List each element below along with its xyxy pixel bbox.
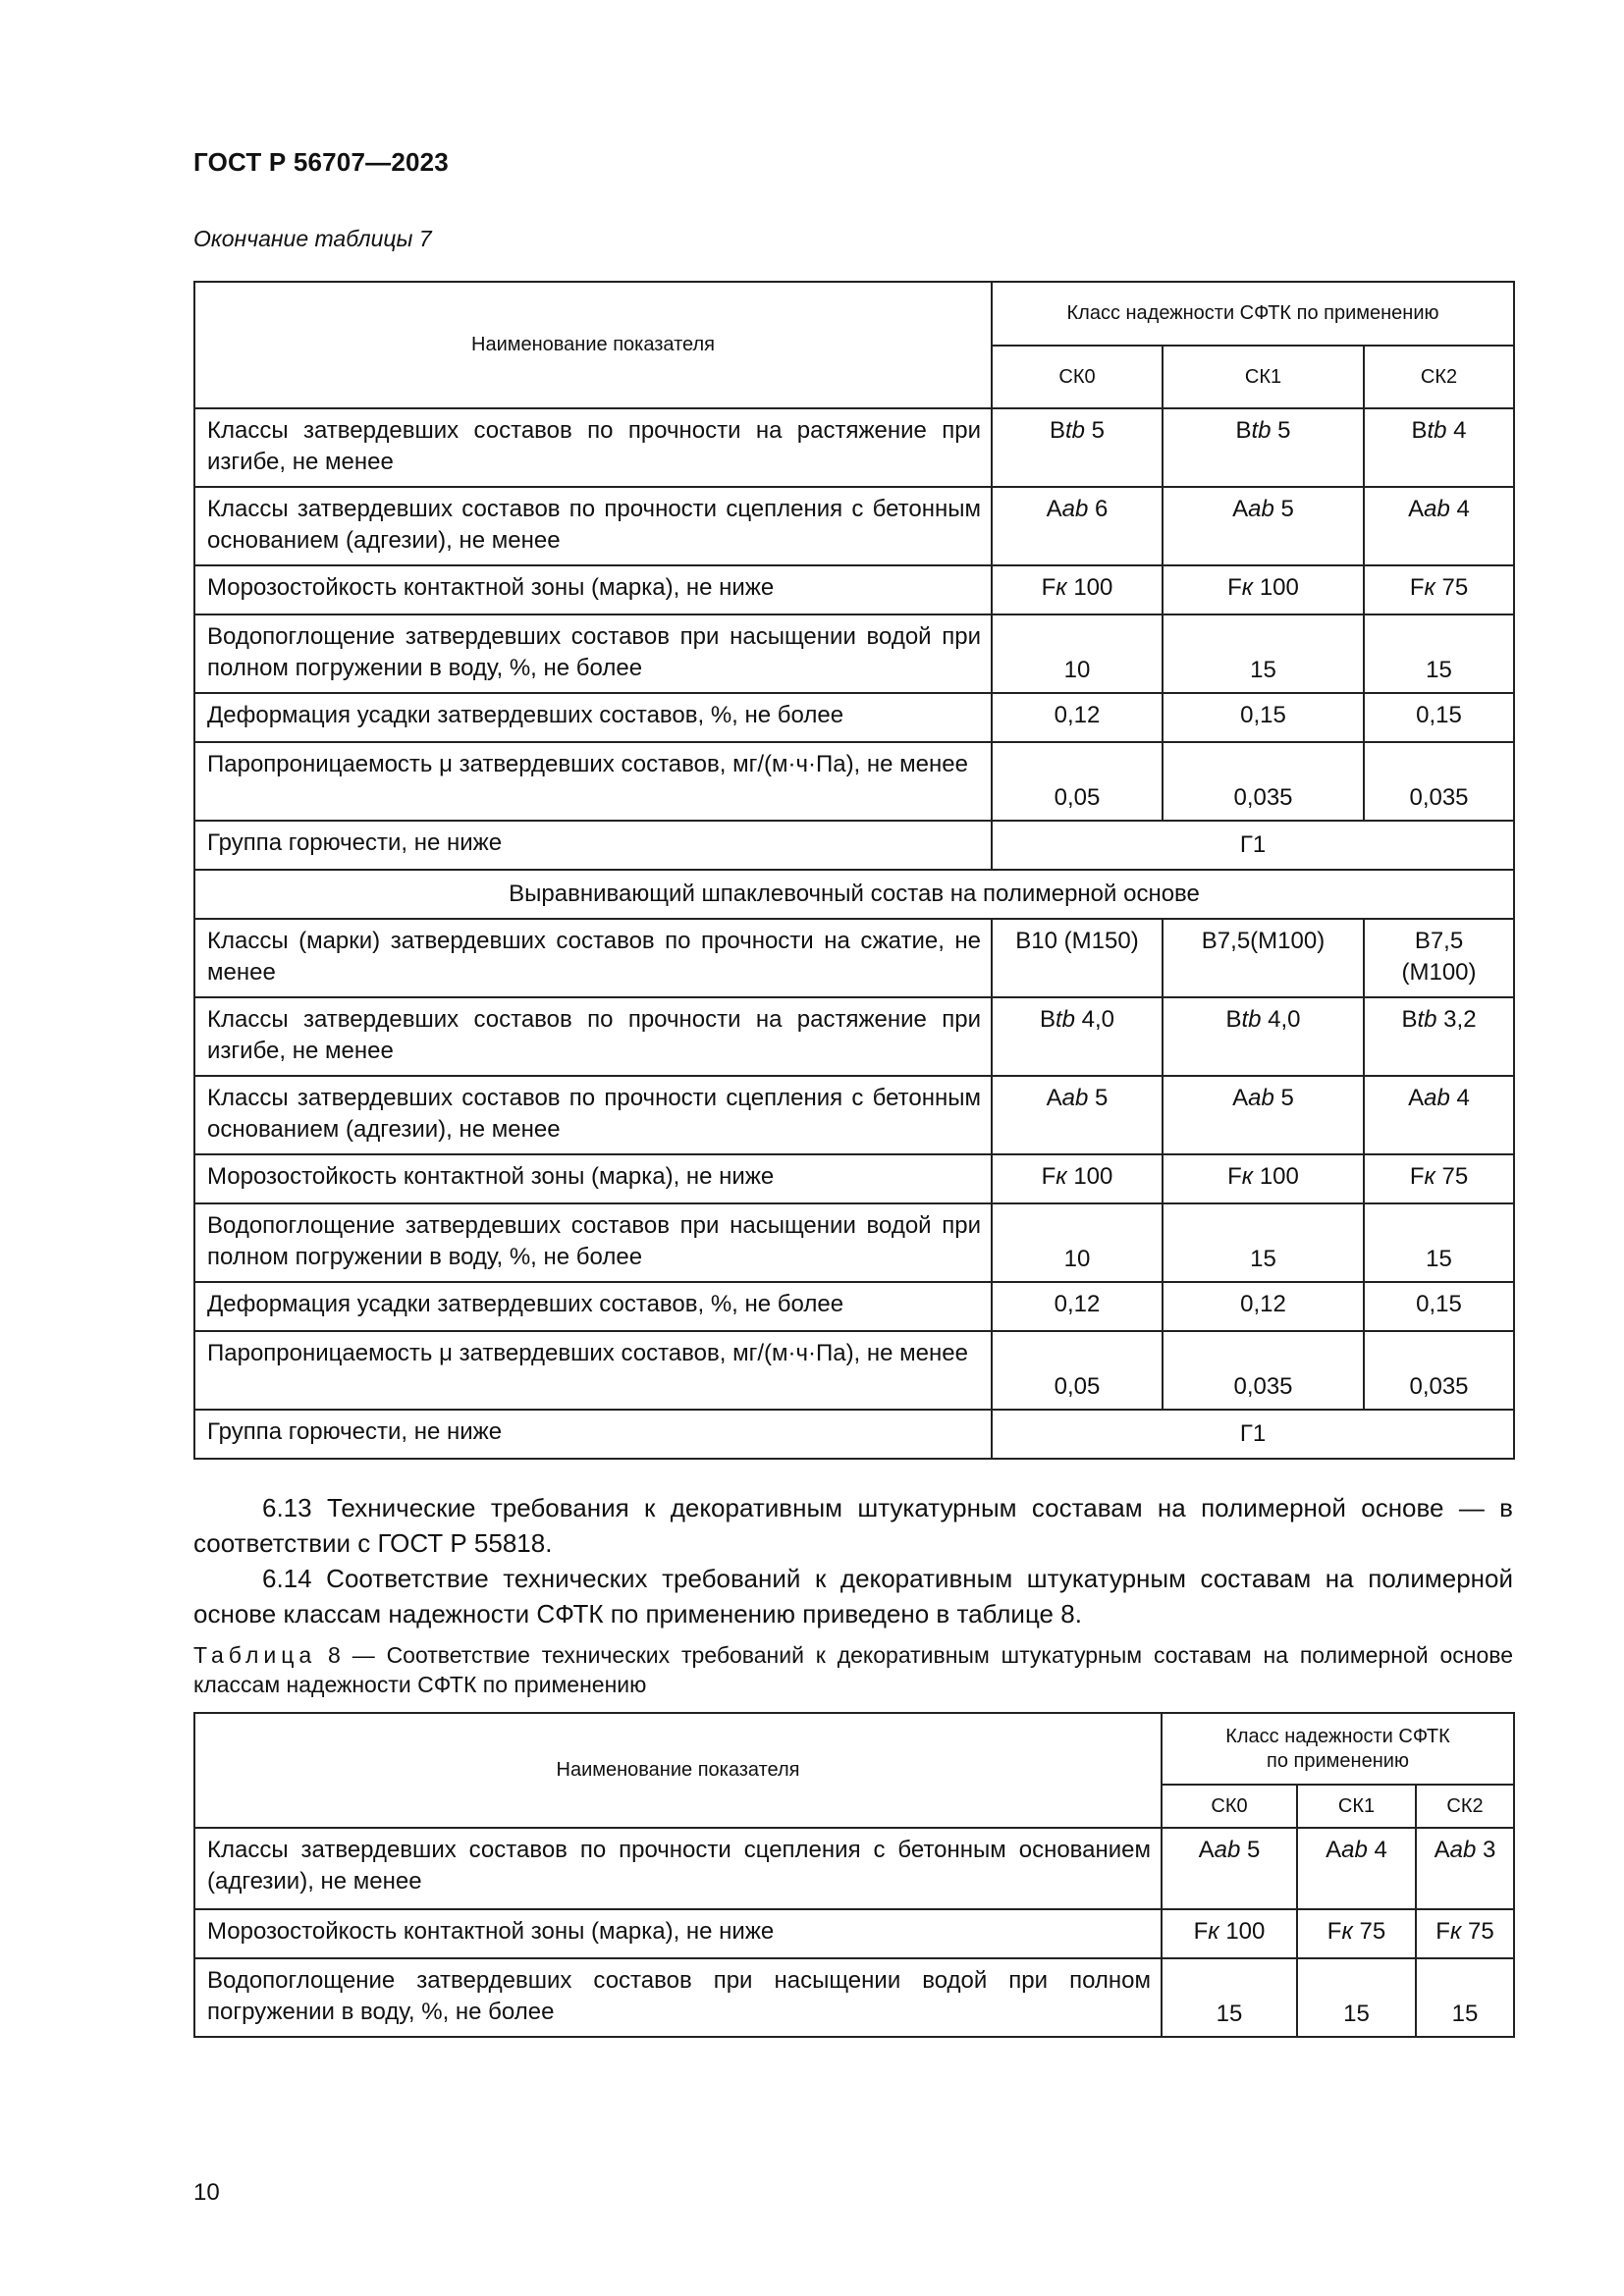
row-name: Деформация усадки затвердевших составов, %, не более [194, 1282, 992, 1331]
table-row [194, 408, 1514, 487]
table-row [194, 1282, 1514, 1331]
value-cell: Btb 5 [992, 408, 1163, 487]
column-header-sk2: СК2 [1364, 346, 1514, 408]
value-cell: 0,035 [1163, 1331, 1364, 1410]
value-cell: Г1 [992, 1410, 1514, 1459]
table-row [194, 1154, 1514, 1203]
row-name: Классы затвердевших составов по прочности на растяжение при изгибе, не менее [194, 997, 992, 1076]
value-cell: 0,15 [1163, 693, 1364, 742]
row-name: Группа горючести, не ниже [194, 821, 992, 870]
value-cell: Aab 5 [992, 1076, 1163, 1154]
table-row [194, 1331, 1514, 1410]
value-cell: Btb 4 [1364, 408, 1514, 487]
column-group-header: Класс надежности СФТК по применению [1162, 1713, 1514, 1785]
value-cell: 0,12 [1163, 1282, 1364, 1331]
value-cell: 0,15 [1364, 693, 1514, 742]
paragraph-6-13: 6.13 Технические требования к декоративным штукатурным составам на полимерной основе — в соответствии с ГОСТ Р 55818. [193, 1493, 1513, 1558]
value-cell: Btb 5 [1163, 408, 1364, 487]
table-row [194, 565, 1514, 614]
value-cell: Aab 4 [1364, 487, 1514, 565]
value-cell: Aab 5 [1163, 1076, 1364, 1154]
table-row [194, 1076, 1514, 1154]
value-cell: 0,12 [992, 1282, 1163, 1331]
row-name: Водопоглощение затвердевших составов при насыщении водой при полном погружении в воду, %, не более [194, 1958, 1162, 2037]
table-row [194, 1203, 1514, 1282]
value-cell: B10 (M150) [992, 919, 1163, 997]
row-name: Морозостойкость контактной зоны (марка), не ниже [194, 1909, 1162, 1958]
value-cell: Aab 5 [1162, 1828, 1297, 1909]
section-title: Выравнивающий шпаклевочный состав на полимерной основе [194, 870, 1514, 919]
row-name: Классы затвердевших составов по прочности сцепления с бетонным основанием (адгезии), не менее [194, 487, 992, 565]
standard-code: ГОСТ Р 56707—2023 [193, 147, 449, 177]
value-cell: B7,5 (M100) [1364, 919, 1514, 997]
table-row [194, 1909, 1514, 1958]
table-row [194, 1410, 1514, 1459]
value-cell: 15 [1416, 1958, 1514, 2037]
row-name: Морозостойкость контактной зоны (марка), не ниже [194, 1154, 992, 1203]
row-name: Группа горючести, не ниже [194, 1410, 992, 1459]
column-group-header: Класс надежности СФТК по применению [992, 282, 1514, 346]
column-header-sk1: СК1 [1163, 346, 1364, 408]
table-row [194, 742, 1514, 821]
value-cell: 15 [1364, 1203, 1514, 1282]
value-cell: 15 [1364, 614, 1514, 693]
column-header-sk2: СК2 [1416, 1785, 1514, 1828]
value-cell: 15 [1163, 1203, 1364, 1282]
table-continuation-caption: Окончание таблицы 7 [193, 226, 432, 251]
value-cell: 15 [1163, 614, 1364, 693]
table-row [194, 1958, 1514, 2037]
value-cell: Fк 75 [1297, 1909, 1416, 1958]
value-cell: Fк 100 [1163, 1154, 1364, 1203]
table-8-caption: Таблица 8 — Соответствие технических требований к декоративным штукатурным составам на полимерной основе классам надежности СФТК по применению [193, 1642, 1513, 1697]
value-cell: 15 [1162, 1958, 1297, 2037]
value-cell: Btb 4,0 [992, 997, 1163, 1076]
row-name: Классы затвердевших составов по прочности сцепления с бетонным основанием (адгезии), не менее [194, 1076, 992, 1154]
paragraph-6-14: 6.14 Соответствие технических требований к декоративным штукатурным составам на полимерной основе классам надежности СФТК по применению приведено в таблице 8. [193, 1564, 1513, 1629]
row-name: Классы затвердевших составов по прочности сцепления с бетонным основанием (адгезии), не менее [194, 1828, 1162, 1909]
value-cell: Г1 [992, 821, 1514, 870]
column-header-name: Наименование показателя [194, 1713, 1162, 1828]
table-row [194, 487, 1514, 565]
value-cell: Fк 75 [1364, 1154, 1514, 1203]
value-cell: Fк 100 [1162, 1909, 1297, 1958]
value-cell: Aab 4 [1297, 1828, 1416, 1909]
table-7 [193, 281, 1515, 1460]
column-header-name: Наименование показателя [194, 282, 992, 408]
value-cell: 0,035 [1163, 742, 1364, 821]
row-name: Классы (марки) затвердевших составов по прочности на сжатие, не менее [194, 919, 992, 997]
value-cell: 0,12 [992, 693, 1163, 742]
value-cell: Fк 100 [992, 565, 1163, 614]
value-cell: 0,05 [992, 1331, 1163, 1410]
table-row [194, 997, 1514, 1076]
row-name: Водопоглощение затвердевших составов при насыщении водой при полном погружении в воду, %, не более [194, 1203, 992, 1282]
row-name: Водопоглощение затвердевших составов при насыщении водой при полном погружении в воду, %, не более [194, 614, 992, 693]
row-name: Паропроницаемость μ затвердевших составов, мг/(м·ч·Па), не менее [194, 742, 992, 821]
column-header-sk1: СК1 [1297, 1785, 1416, 1828]
value-cell: 0,035 [1364, 742, 1514, 821]
row-name: Деформация усадки затвердевших составов, %, не более [194, 693, 992, 742]
column-header-sk0: СК0 [992, 346, 1163, 408]
table-row [194, 821, 1514, 870]
value-cell: 10 [992, 1203, 1163, 1282]
value-cell: Fк 75 [1416, 1909, 1514, 1958]
value-cell: Aab 3 [1416, 1828, 1514, 1909]
page-number: 10 [193, 2179, 220, 2206]
value-cell: 15 [1297, 1958, 1416, 2037]
value-cell: Aab 6 [992, 487, 1163, 565]
value-cell: Aab 4 [1364, 1076, 1514, 1154]
table-row [194, 614, 1514, 693]
row-name: Классы затвердевших составов по прочности на растяжение при изгибе, не менее [194, 408, 992, 487]
table-8 [193, 1712, 1515, 2038]
table-row [194, 1828, 1514, 1909]
row-name: Морозостойкость контактной зоны (марка), не ниже [194, 565, 992, 614]
table-row [194, 919, 1514, 997]
value-cell: Btb 4,0 [1163, 997, 1364, 1076]
row-name: Паропроницаемость μ затвердевших составов, мг/(м·ч·Па), не менее [194, 1331, 992, 1410]
column-header-sk0: СК0 [1162, 1785, 1297, 1828]
value-cell: 0,05 [992, 742, 1163, 821]
value-cell: Aab 5 [1163, 487, 1364, 565]
value-cell: Fк 100 [1163, 565, 1364, 614]
value-cell: 0,035 [1364, 1331, 1514, 1410]
value-cell: B7,5(M100) [1163, 919, 1364, 997]
value-cell: Btb 3,2 [1364, 997, 1514, 1076]
table-section-row [194, 870, 1514, 919]
table-row [194, 693, 1514, 742]
value-cell: Fк 75 [1364, 565, 1514, 614]
value-cell: 0,15 [1364, 1282, 1514, 1331]
value-cell: 10 [992, 614, 1163, 693]
value-cell: Fк 100 [992, 1154, 1163, 1203]
